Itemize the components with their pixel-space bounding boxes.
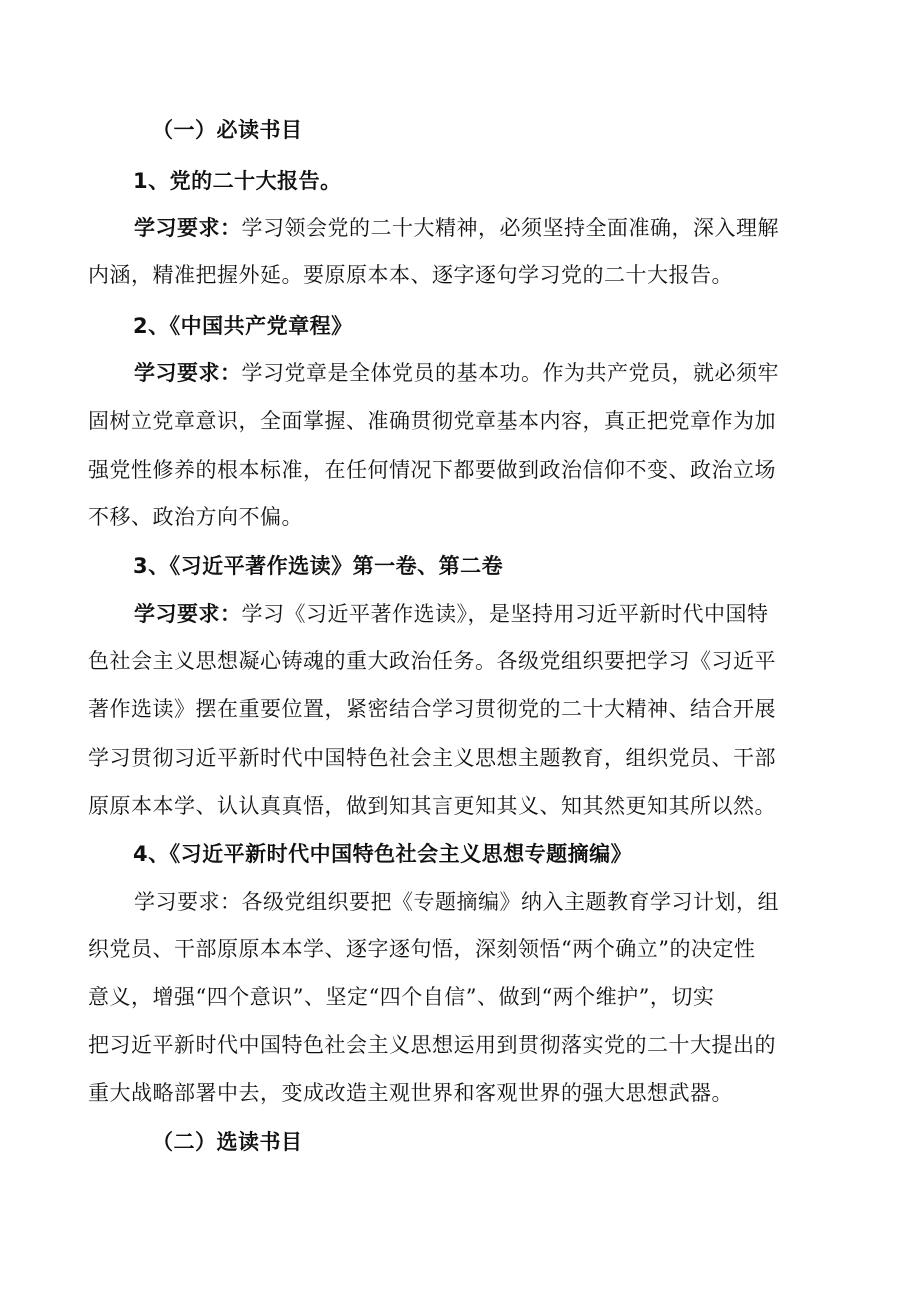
item-2-requirement-line-3: 强党性修养的根本标准，在任何情况下都要做到政治信仰不变、政治立场 bbox=[88, 458, 776, 482]
item-2-requirement-line-2: 固树立党章意识，全面掌握、准确贯彻党章基本内容，真正把党章作为加 bbox=[88, 409, 776, 433]
item-3-requirement-label: 学习要求： bbox=[134, 602, 242, 626]
item-1-requirement-line-1 bbox=[134, 214, 834, 243]
item-4-requirement-line-2: 织党员、干部原原本本学、逐字逐句悟，深刻领悟“两个确立”的决定性 bbox=[88, 937, 756, 961]
item-2-requirement-line-1 bbox=[134, 359, 834, 388]
item-3-requirement-line-3: 著作选读》摆在重要位置，紧密结合学习贯彻党的二十大精神、结合开展 bbox=[88, 697, 776, 721]
item-4-requirement-line-1 bbox=[134, 888, 834, 917]
item-1-requirement-line-2: 内涵，精准把握外延。要原原本本、逐字逐句学习党的二十大报告。 bbox=[88, 263, 733, 287]
item-1-heading: 1、党的二十大报告。 bbox=[133, 169, 342, 193]
item-1-requirement-text: 学习领会党的二十大精神，必须坚持全面准确，深入理解 bbox=[241, 216, 779, 240]
item-3-requirement-line-5: 原原本本学、认认真真悟，做到知其言更知其义、知其然更知其所以然。 bbox=[88, 794, 776, 818]
item-2-heading: 2、《中国共产党章程》 bbox=[133, 314, 353, 338]
item-3-requirement-line-4: 学习贯彻习近平新时代中国特色社会主义思想主题教育，组织党员、干部 bbox=[88, 746, 776, 770]
item-3-requirement-text: 学习《习近平著作选读》，是坚持用习近平新时代中国特 bbox=[241, 602, 769, 626]
item-4-requirement-label: 学习要求： bbox=[134, 890, 242, 914]
item-3-requirement-line-1 bbox=[134, 600, 834, 629]
item-4-requirement-line-3: 意义，增强“四个意识”、坚定“四个自信”、做到“两个维护”，切实 bbox=[88, 985, 715, 1009]
item-4-requirement-text: 各级党组织要把《专题摘编》纳入主题教育学习计划，组 bbox=[241, 890, 779, 914]
item-4-requirement-line-5: 重大战略部署中去，变成改造主观世界和客观世界的强大思想武器。 bbox=[88, 1081, 733, 1105]
item-4-requirement-line-4: 把习近平新时代中国特色社会主义思想运用到贯彻落实党的二十大提出的 bbox=[88, 1033, 776, 1057]
item-3-heading: 3、《习近平著作选读》第一卷、第二卷 bbox=[133, 554, 504, 578]
item-4-heading: 4、《习近平新时代中国特色社会主义思想专题摘编》 bbox=[133, 842, 633, 866]
item-2-requirement-line-4: 不移、政治方向不偏。 bbox=[88, 505, 303, 529]
item-2-requirement-label: 学习要求： bbox=[134, 361, 242, 385]
section-title-optional: （二）选读书目 bbox=[152, 1130, 303, 1154]
item-2-requirement-text: 学习党章是全体党员的基本功。作为共产党员，就必须牢 bbox=[241, 361, 779, 385]
item-1-requirement-label: 学习要求： bbox=[134, 216, 242, 240]
item-3-requirement-line-2: 色社会主义思想凝心铸魂的重大政治任务。各级党组织要把学习《习近平 bbox=[88, 649, 776, 673]
section-title-required: （一）必读书目 bbox=[152, 118, 303, 142]
